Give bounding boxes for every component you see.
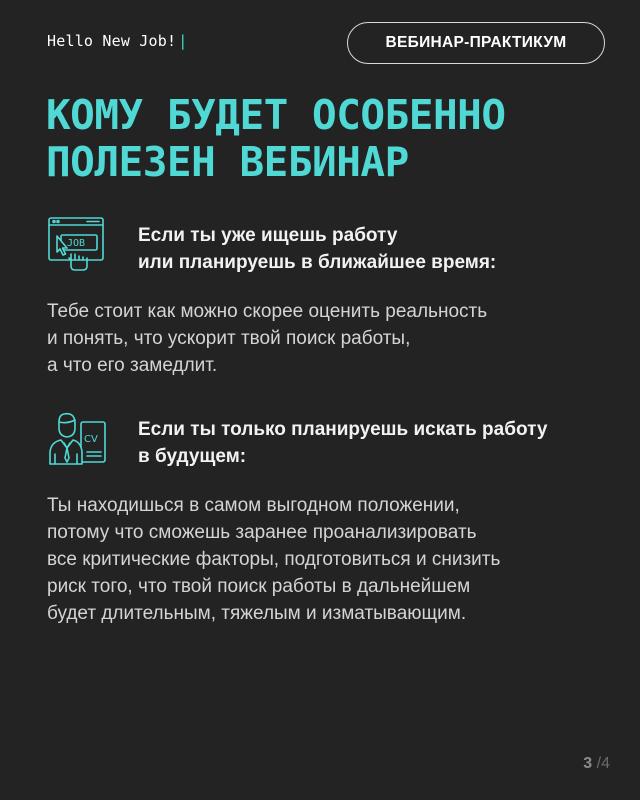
brand-logo [47, 32, 187, 50]
body-line: и понять, что ускорит твой поиск работы, [47, 328, 411, 349]
webinar-badge-label: ВЕБИНАР-ПРАКТИКУМ [385, 34, 567, 51]
body-line: будет длительным, тяжелым и изматывающим. [47, 603, 467, 624]
heading-line: Если ты только планируешь искать работу [138, 419, 548, 440]
total-pages: 4 [601, 755, 610, 772]
body-line: а что его замедлит. [47, 355, 218, 376]
body-line: риск того, что твой поиск работы в дальнейшем [47, 576, 471, 597]
section-body [47, 492, 607, 627]
page-separator: / [596, 755, 602, 772]
body-line: все критические факторы, подготовиться и снизить [47, 549, 501, 570]
title-line: ПОЛЕЗЕН ВЕБИНАР [46, 138, 409, 186]
cv-person-icon [47, 408, 109, 470]
brand-cursor: | [178, 32, 188, 50]
section-heading [138, 222, 608, 276]
brand-text: Hello New Job! [47, 32, 177, 50]
title-line: КОМУ БУДЕТ ОСОБЕННО [46, 91, 506, 139]
job-icon-text: JOB [67, 238, 86, 249]
section-body [47, 298, 607, 379]
heading-line: Если ты уже ищешь работу [138, 225, 398, 246]
body-line: Ты находишься в самом выгодном положении, [47, 495, 460, 516]
page-indicator [583, 755, 610, 773]
job-search-browser-icon [47, 214, 109, 276]
body-line: Тебе стоит как можно скорее оценить реальность [47, 301, 488, 322]
cv-icon-text: CV [84, 434, 98, 445]
heading-line: в будущем: [138, 446, 247, 467]
current-page: 3 [583, 755, 593, 772]
section-heading [138, 416, 608, 470]
body-line: потому что сможешь заранее проанализировать [47, 522, 477, 543]
heading-line: или планируешь в ближайшее время: [138, 252, 497, 273]
webinar-badge [347, 22, 605, 64]
page-title [46, 92, 606, 186]
